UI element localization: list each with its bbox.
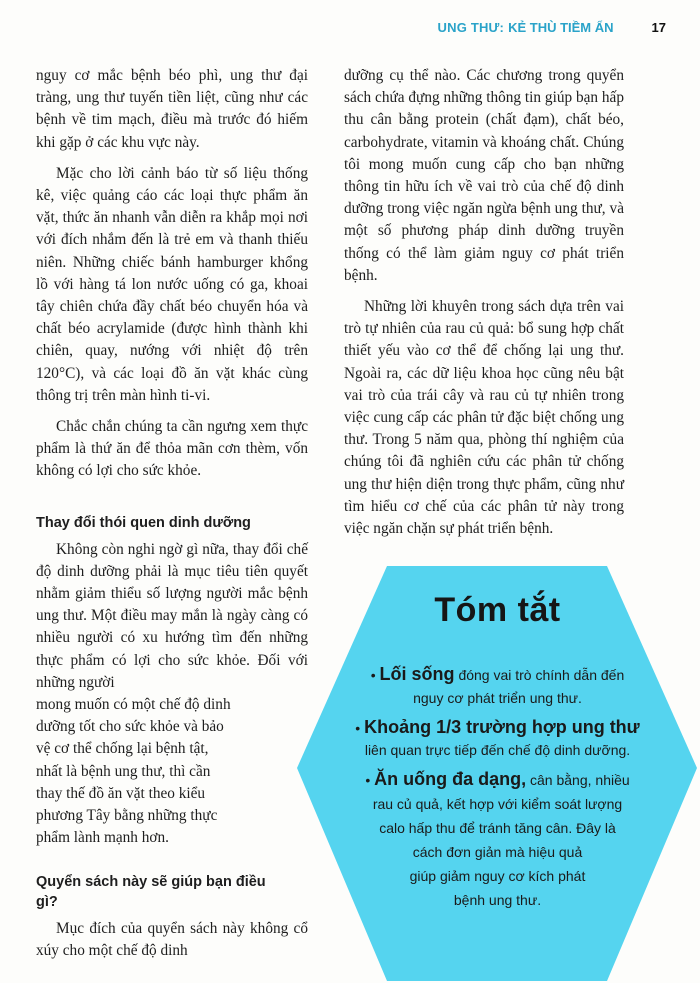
summary-item-3-bold: Ăn uống đa dạng, [374, 769, 527, 789]
summary-item-3 [295, 768, 700, 791]
bullet: • [355, 720, 361, 736]
summary-item-2 [295, 716, 700, 739]
paragraph: dưỡng cụ thể nào. Các chương trong quyển sách chứa đựng những thông tin giúp bạn hấp thu cân bằng protein (chất đạm), chất béo, carbohydrate, vitamin và khoáng chất. Chúng tôi mong muốn cung cấp cho bạn những thông tin hữu ích về vai trò của chế độ dinh dưỡng trong việc ngăn ngừa bệnh ung thư, và một số phương pháp dinh dưỡng truyền thống có thể làm giảm nguy cơ phát triển bệnh. [344, 67, 624, 284]
summary-item-3-line3: calo hấp thu để tránh tăng cân. Đây là [379, 820, 616, 836]
paragraph: Những lời khuyên trong sách dựa trên vai trò tự nhiên của rau củ quả: bổ sung hợp chất thiết yếu vào cơ thể để chống lại ung thư. Ngoài ra, các dữ liệu khoa học cũng nêu bật vai trò của trái cây và rau củ tự nhiên trong việc cung cấp các phân tử đặc biệt chống ung thư. Trong 5 năm qua, phòng thí nghiệm của chúng tôi đã nghiên cứu các phân tử chống ung thư hiện diện trong thực phẩm, cũng như tìm hiểu cơ chế của các phân tử này trong việc ngăn chặn sự phát triển bệnh. [344, 298, 624, 538]
paragraph-narrow: mong muốn có một chế độ dinh dưỡng tốt cho sức khỏe và bảo vệ cơ thể chống lại bệnh tật, nhất là bệnh ung thư, thì cần thay thế đồ ăn vặt theo kiểu phương Tây bằng những thực phẩm lành mạnh hơn. [36, 696, 231, 847]
header-section-label: UNG THƯ: [437, 20, 505, 35]
summary-item-3-line4: cách đơn giản mà hiệu quả [412, 844, 583, 860]
summary-item-3-text: cân bằng, nhiều [530, 772, 630, 788]
bullet: • [365, 772, 371, 788]
section-heading: Thay đổi thói quen dinh dưỡng [36, 514, 251, 531]
summary-item-2-line2: liên quan trực tiếp đến chế độ dinh dưỡng. [364, 742, 631, 758]
summary-item-2-bold: Khoảng 1/3 trường hợp ung thư [364, 717, 640, 737]
summary-box [295, 563, 700, 983]
summary-item-1-text: đóng vai trò chính dẫn đến [458, 667, 625, 683]
page-number: 17 [651, 20, 666, 35]
summary-item-1-bold: Lối sống [379, 664, 455, 684]
running-header [380, 20, 666, 35]
left-column [36, 65, 308, 971]
right-column [344, 65, 624, 549]
summary-item-1 [295, 663, 700, 686]
section-heading: Quyển sách này sẽ giúp bạn điều gì? [36, 873, 266, 910]
paragraph: Mặc cho lời cảnh báo từ số liệu thống kê, việc quảng cáo các loại thực phẩm ăn vặt, thức ăn nhanh vẫn diễn ra khắp mọi nơi với đích nhắm đến là trẻ em và thanh thiếu niên. Những chiếc bánh hamburger khổng lồ với hàng tá lon nước uống có ga, khoai tây chiên chứa đầy chất béo chuyển hóa và chất béo acrylamide (được hình thành khi chiên, quay, nướng với nhiệt độ trên 120°C), và các loại đồ ăn vặt khác cùng thông trị trên màn hình ti-vi. [36, 164, 308, 404]
header-section-title: KẺ THÙ TIỀM ẨN [508, 20, 614, 35]
summary-item-1-line2: nguy cơ phát triển ung thư. [413, 690, 582, 706]
summary-item-3-line6: bệnh ung thư. [453, 892, 542, 908]
paragraph: Chắc chắn chúng ta cần ngưng xem thực phẩm là thứ ăn để thỏa mãn cơn thèm, vốn không có lợi cho sức khỏe. [36, 418, 308, 480]
paragraph: Không còn nghi ngờ gì nữa, thay đổi chế độ dinh dưỡng phải là mục tiêu tiên quyết nhằm giảm thiểu số lượng người mắc bệnh ung thư. Một điều may mắn là ngày càng có nhiều người có xu hướng tìm đến những thực phẩm có lợi cho sức khỏe. Đối với những người [36, 540, 308, 691]
paragraph: nguy cơ mắc bệnh béo phì, ung thư đại tràng, ung thư tuyến tiền liệt, cũng như các bệnh về tim mạch, điều mà trước đó hiếm khi gặp ở các khu vực này. [36, 67, 308, 151]
summary-item-3-line2: rau củ quả, kết hợp với kiểm soát lượng [372, 796, 623, 812]
paragraph: Mục đích của quyển sách này không cổ xúy cho một chế độ dinh [36, 919, 308, 959]
summary-title: Tóm tắt [434, 591, 561, 629]
bullet: • [370, 667, 376, 683]
summary-item-3-line5: giúp giảm nguy cơ kích phát [409, 868, 586, 884]
